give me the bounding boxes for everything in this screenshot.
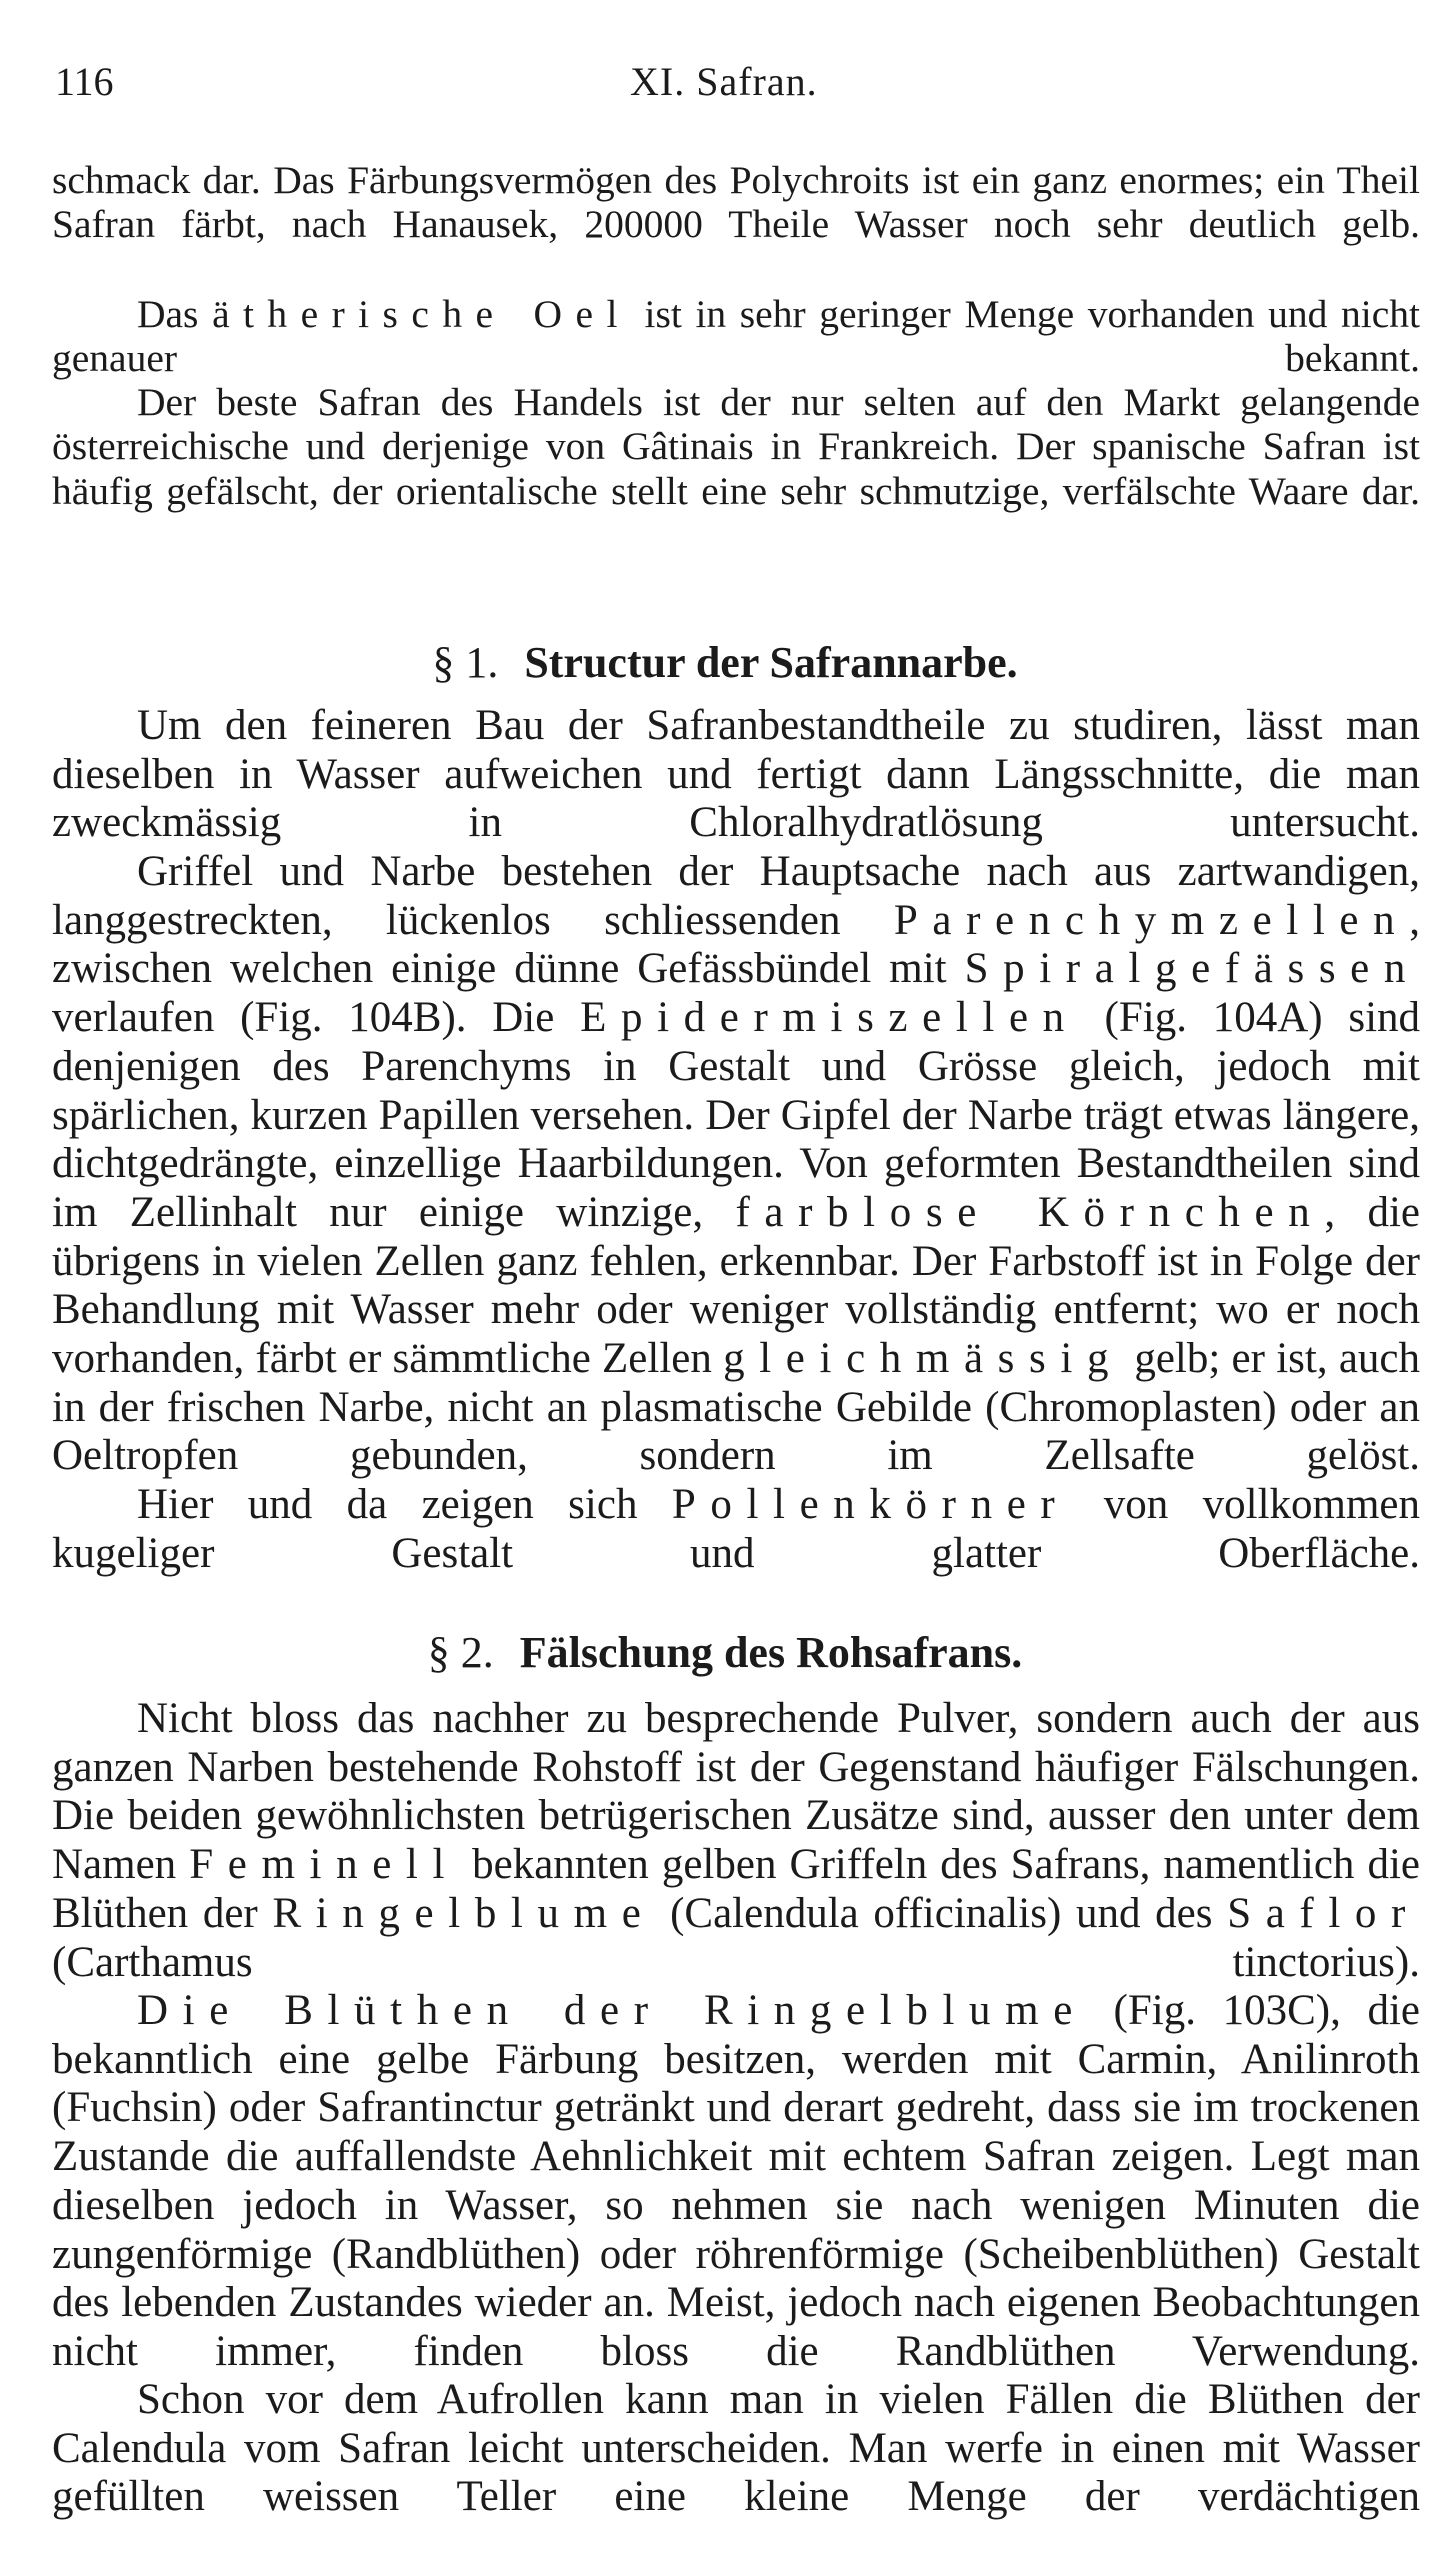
section-2-title: Fälschung des Rohsafrans.: [519, 1628, 1023, 1677]
section-2-paragraph-3: [52, 2376, 1420, 2526]
intro-paragraph-2-rest: ist in sehr geringer Menge vorhanden und nicht genauer bekannt.: [52, 292, 1420, 381]
section-1-paragraph-3: [52, 1481, 1420, 1579]
s2p3-text: Schon vor dem Aufrollen kann man in vielen Fällen die Blüthen der Calendula vom Safran leicht unterscheiden. Man werfe in einen mit Wasser gefüllten weissen Teller eine kleine Menge der verdächtigen: [52, 2376, 1420, 2521]
s1p2-farblose-koernchen: farblose Körnchen: [735, 1188, 1325, 1236]
intro-paragraph-1: [52, 158, 1420, 290]
s2p1-text-e: (Calendula officinalis) und des: [655, 1889, 1228, 1937]
s2p1-text-a: Nicht bloss das nachher zu besprechende Pulver, sondern auch der aus ganzen Narben bestehende Rohstoff ist der Gegenstand häufiger Fälschungen. Die beiden gewöhnlichsten betrügerischen Zusätze sind, ausser den unter dem Namen: [52, 1695, 1420, 1889]
running-title: XI. Safran.: [630, 59, 818, 104]
s2p1-text-g: (Carthamus tinctorius).: [52, 1938, 1420, 1986]
s1p2-text-g: (Fig. 104A) sind denjenigen des Parenchyms in Gestalt und Grösse gleich, jedoch mit spärlichen, kurzen Papillen versehen. Der Gipfel der Narbe trägt etwas längere, dichtgedrängte, einzellige Haarbildungen. Von geformten Bestandtheilen sind im Zellinhalt nur einige winzige,: [52, 994, 1421, 1236]
s1p2-text-e: verlaufen (Fig. 104B). Die: [52, 994, 581, 1042]
section-1-symbol: § 1.: [432, 638, 499, 687]
intro-paragraph-2-prefix: Das: [137, 292, 213, 336]
s2p2-text-b: (Fig. 103C), die bekanntlich eine gelbe Färbung besitzen, werden mit Carmin, Anilinroth (Fuchsin) oder Safrantinctur getränkt und derart gedreht, dass sie im trockenen Zustande die auffallendste Aehnlichkeit mit echtem Safran zeigen. Legt man dieselben jedoch in Wasser, so nehmen sie nach wenigen Minuten die zungenförmige (Randblüthen) oder röhrenförmige (Scheibenblüthen) Gestalt des lebenden Zustandes wieder an. Meist, jedoch nach eigenen Beobachtungen nicht immer, finden bloss die Randblüthen Verwendung.: [52, 1987, 1420, 2375]
section-2-paragraph-1: [52, 1695, 1420, 1987]
running-head: [55, 58, 1410, 118]
section-1-title: Structur der Safrannarbe.: [524, 638, 1018, 687]
s1p3-text-c: von vollkommen kugeliger Gestalt und glatter Oberfläche.: [52, 1481, 1420, 1577]
intro-paragraph-2-emphasis: ätherische Oel: [212, 292, 631, 336]
s2p1-saflor: Saflor: [1227, 1889, 1420, 1937]
section-1-paragraph-1-text: Um den feineren Bau der Safranbestandtheile zu studiren, lässt man dieselben in Wasser aufweichen und fertigt dann Längsschnitte, die man zweckmässig in Chloralhydratlösung untersucht.: [52, 702, 1420, 847]
s1p3-text-a: Hier und da zeigen sich: [137, 1481, 672, 1528]
section-2-heading: [0, 1625, 1450, 1681]
s1p3-pollenkoerner: Pollenkörner: [671, 1481, 1070, 1528]
s1p2-text-i: , die übrigens in vielen Zellen ganz fehlen, erkennbar. Der Farbstoff ist in Folge der Behandlung mit Wasser mehr oder weniger vollständig entfernt; wo er noch vorhanden, färbt er sämmtliche Zellen: [52, 1188, 1420, 1383]
section-1-paragraph-1: [52, 702, 1420, 848]
s1p2-gleichmaessig: gleichmässig: [723, 1335, 1124, 1383]
s1p2-text-c: , zwischen welchen einige dünne Gefässbündel mit: [52, 896, 1420, 993]
s1p2-spiralgefaessen: Spiralgefässen: [964, 945, 1420, 993]
s2p1-text-c: bekannten gelben Griffeln des Safrans, namentlich die Blüthen der: [52, 1841, 1421, 1937]
intro-paragraph-3: [52, 380, 1420, 556]
s2p1-ringelblume: Ringelblume: [272, 1889, 656, 1937]
section-2-symbol: § 2.: [427, 1628, 494, 1677]
section-1-heading: [0, 635, 1450, 691]
s2p2-die-bluethen-der-ringelblume: Die Blüthen der Ringelblume: [137, 1987, 1087, 2034]
s1p2-parenchymzellen: Parenchymzellen: [893, 896, 1410, 944]
s2p1-feminell: Feminell: [189, 1841, 460, 1889]
s1p2-text-a: Griffel und Narbe bestehen der Hauptsache nach aus zartwandigen, langgestreckten, lückenlos schliessenden: [52, 848, 1420, 944]
section-1-paragraph-2: [52, 848, 1420, 1481]
intro-paragraph-2: [52, 292, 1420, 380]
intro-paragraph-1-text: schmack dar. Das Färbungsvermögen des Polychroits ist ein ganz enormes; ein Theil Safran färbt, nach Hanausek, 200000 Theile Wasser noch sehr deutlich gelb.: [52, 158, 1420, 247]
s1p2-epidermiszellen: Epidermiszellen: [580, 994, 1079, 1042]
page-number: 116: [55, 59, 114, 104]
s1p2-text-k: gelb; er ist, auch in der frischen Narbe, nicht an plasmatische Gebilde (Chromoplasten) oder an Oeltropfen gebunden, sondern im Zellsafte gelöst.: [52, 1335, 1421, 1480]
section-2-paragraph-2: [52, 1987, 1420, 2376]
intro-paragraph-3-text: Der beste Safran des Handels ist der nur selten auf den Markt gelangende österreichische und derjenige von Gâtinais in Frankreich. Der spanische Safran ist häufig gefälscht, der orientalische stellt eine sehr schmutzige, verfälschte Waare dar.: [52, 380, 1420, 513]
